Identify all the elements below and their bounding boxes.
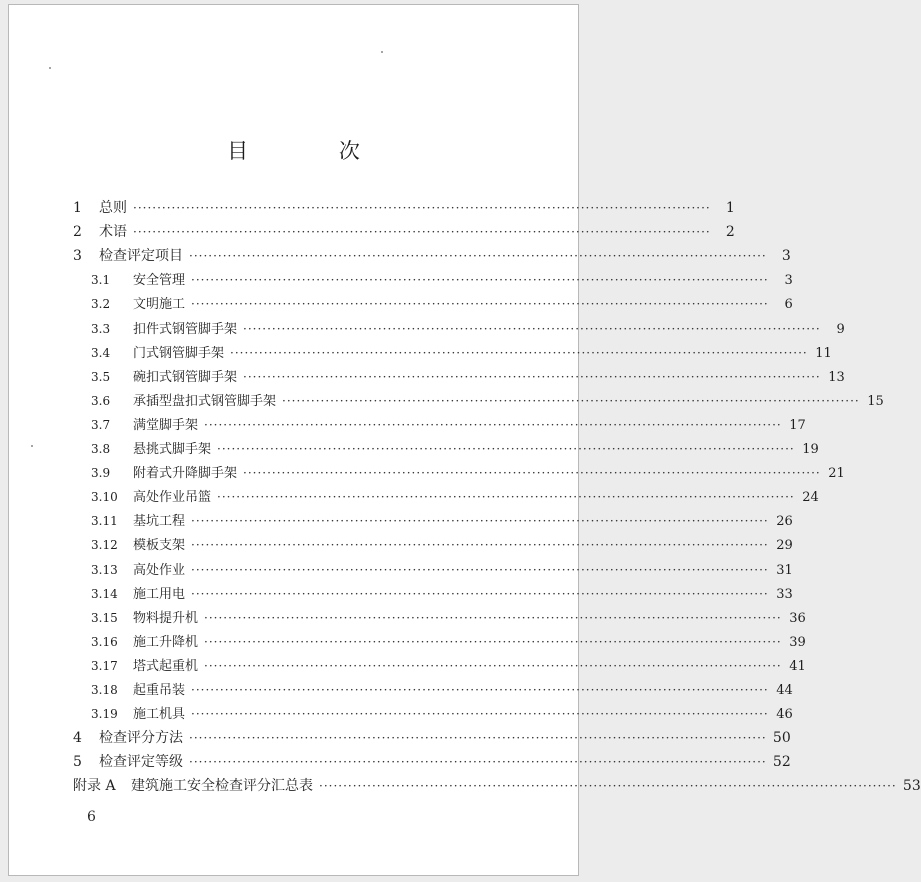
toc-leader-dots: ························································································································ <box>217 442 795 456</box>
toc-entry-label: 门式钢管脚手架 <box>133 345 225 361</box>
scan-speck <box>31 445 33 447</box>
toc-leader-dots: ························································································································ <box>191 683 769 697</box>
toc-entry-number: 3.9 <box>91 466 111 481</box>
toc-leader-dots: ························································································································ <box>133 201 711 215</box>
toc-entry-number: 5 <box>73 754 82 771</box>
toc-entry <box>9 269 793 289</box>
toc-entry <box>9 221 735 241</box>
toc-entry-label: 施工用电 <box>133 586 186 602</box>
toc-entry-label: 建筑施工安全检查评分汇总表 <box>131 778 313 795</box>
toc-entry-number: 附录 A <box>73 778 116 795</box>
toc-entry-page: 26 <box>776 514 793 530</box>
toc-entry <box>9 390 884 410</box>
toc-leader-dots: ························································································································ <box>204 610 782 625</box>
toc-entry-number: 3.4 <box>91 345 111 360</box>
toc-entry <box>9 559 793 579</box>
toc-entry-number: 3.15 <box>91 610 118 625</box>
toc-entry-page: 17 <box>789 417 806 433</box>
toc-entry-label: 术语 <box>99 224 127 241</box>
toc-leader-dots: ························································································································ <box>204 417 782 432</box>
toc-entry-page: 24 <box>802 490 819 506</box>
toc-entry <box>9 775 921 795</box>
toc-entry-page: 11 <box>815 345 832 361</box>
toc-entry-label: 总则 <box>99 200 127 216</box>
toc-leader-dots: ························································································································ <box>191 514 769 529</box>
toc-entry-number: 3.5 <box>91 369 111 384</box>
toc-entry-number: 3.2 <box>91 297 111 312</box>
toc-entry-page: 13 <box>828 369 845 385</box>
toc-leader-dots: ························································································································ <box>243 321 821 336</box>
toc-entry-label: 起重吊装 <box>133 683 186 698</box>
toc-entry-number: 3.1 <box>91 273 111 288</box>
toc-entry-label: 施工机具 <box>133 707 186 723</box>
toc-entry-label: 承插型盘扣式钢管脚手架 <box>133 393 277 409</box>
toc-leader-dots: ························································································································ <box>189 249 767 264</box>
toc-entry-number: 3.16 <box>91 634 118 649</box>
toc-entry-page: 29 <box>776 538 793 554</box>
toc-entry <box>9 293 793 313</box>
toc-entry-page: 1 <box>725 200 735 216</box>
toc-entry-page: 21 <box>828 466 845 482</box>
toc-entry-label: 高处作业吊篮 <box>133 490 212 506</box>
toc-entry-number: 3.11 <box>91 514 118 529</box>
toc-entry-page: 3 <box>784 273 793 289</box>
toc-entry-page: 33 <box>776 586 793 602</box>
document-page <box>8 4 921 876</box>
toc-leader-dots: ························································································································ <box>191 562 769 577</box>
toc-entry-page: 2 <box>725 224 735 241</box>
toc-leader-dots: ························································································································ <box>191 273 769 288</box>
toc-entry-label: 安全管理 <box>133 273 186 289</box>
toc-entry-page: 9 <box>836 321 845 337</box>
toc-leader-dots: ························································································································ <box>191 586 769 601</box>
toc-leader-dots: ························································································································ <box>189 731 767 746</box>
toc-leader-dots: ························································································································ <box>319 779 897 794</box>
toc-entry <box>9 631 806 651</box>
toc-entry-label: 高处作业 <box>133 562 186 578</box>
toc-entry-label: 附着式升降脚手架 <box>133 466 238 482</box>
toc-entry <box>9 607 806 627</box>
toc-entry-page: 19 <box>802 442 819 457</box>
toc-leader-dots: ························································································································ <box>133 225 711 240</box>
toc-entry <box>9 679 793 699</box>
toc-leader-dots: ························································································································ <box>217 490 795 505</box>
toc-entry <box>9 751 791 771</box>
toc-entry-number: 3.18 <box>91 683 118 697</box>
toc-entry-number: 4 <box>73 730 82 747</box>
toc-leader-dots: ························································································································ <box>243 369 821 384</box>
page-title: 目 次 <box>227 139 402 163</box>
scan-speck <box>49 67 51 69</box>
toc-entry-page: 53 <box>902 778 921 795</box>
toc-entry-label: 检查评分方法 <box>99 730 183 747</box>
toc-entry-page: 6 <box>784 297 793 313</box>
toc-entry-number: 3.13 <box>91 562 118 577</box>
toc-entry <box>9 486 819 506</box>
toc-entry-label: 悬挑式脚手架 <box>133 442 212 457</box>
scan-speck <box>381 51 383 53</box>
toc-leader-dots: ························································································································ <box>243 466 821 481</box>
toc-entry-number: 3.12 <box>91 538 118 553</box>
toc-entry <box>9 583 793 603</box>
toc-leader-dots: ························································································································ <box>191 707 769 722</box>
toc-entry-page: 44 <box>776 683 793 698</box>
toc-entry-label: 模板支架 <box>133 538 186 554</box>
toc-entry <box>9 438 819 458</box>
toc-entry-number: 3.3 <box>91 321 111 336</box>
toc-entry <box>9 510 793 530</box>
toc-entry-number: 3.14 <box>91 586 118 601</box>
toc-entry-number: 3.7 <box>91 417 111 432</box>
toc-leader-dots: ························································································································ <box>282 393 860 408</box>
toc-entry <box>9 197 735 217</box>
toc-entry-number: 3.19 <box>91 707 118 722</box>
toc-entry-number: 2 <box>73 224 82 241</box>
toc-leader-dots: ························································································································ <box>204 658 782 673</box>
toc-leader-dots: ························································································································ <box>204 634 782 649</box>
toc-entry-label: 扣件式钢管脚手架 <box>133 321 238 337</box>
toc-entry <box>9 318 845 338</box>
toc-entry-label: 满堂脚手架 <box>133 417 199 433</box>
toc-entry-page: 52 <box>772 754 791 771</box>
toc-entry <box>9 534 793 554</box>
toc-entry-page: 36 <box>789 610 806 626</box>
toc-entry-number: 3.6 <box>91 393 111 408</box>
toc-entry-label: 检查评定项目 <box>99 248 183 265</box>
toc-entry <box>9 655 806 675</box>
toc-entry-number: 3 <box>73 248 82 265</box>
toc-entry-label: 基坑工程 <box>133 514 186 530</box>
toc-entry <box>9 342 832 362</box>
toc-entry-page: 41 <box>789 658 806 674</box>
toc-entry-page: 50 <box>772 730 791 747</box>
toc-entry-label: 物料提升机 <box>133 610 199 626</box>
toc-entry <box>9 703 793 723</box>
toc-entry-page: 39 <box>789 634 806 650</box>
toc-entry-page: 3 <box>781 248 791 265</box>
toc-entry-label: 塔式起重机 <box>133 658 199 674</box>
toc-entry-label: 文明施工 <box>133 297 186 313</box>
toc-entry <box>9 727 791 747</box>
toc-entry-page: 15 <box>867 393 884 409</box>
toc-entry-page: 46 <box>776 707 793 723</box>
toc-leader-dots: ························································································································ <box>189 755 767 770</box>
toc-leader-dots: ························································································································ <box>191 297 769 312</box>
toc-entry-number: 1 <box>73 200 82 216</box>
toc-entry-page: 31 <box>776 562 793 578</box>
toc-entry-number: 3.17 <box>91 658 118 673</box>
toc-entry <box>9 462 845 482</box>
toc-entry <box>9 245 791 265</box>
page-number: 6 <box>87 809 96 825</box>
toc-entry <box>9 366 845 386</box>
toc-entry-label: 施工升降机 <box>133 634 199 650</box>
toc-leader-dots: ························································································································ <box>230 345 808 360</box>
toc-entry <box>9 414 806 434</box>
toc-entry-number: 3.8 <box>91 442 111 456</box>
toc-entry-number: 3.10 <box>91 490 118 505</box>
toc-leader-dots: ························································································································ <box>191 538 769 553</box>
toc-entry-label: 检查评定等级 <box>99 754 183 771</box>
toc-entry-label: 碗扣式钢管脚手架 <box>133 369 238 385</box>
